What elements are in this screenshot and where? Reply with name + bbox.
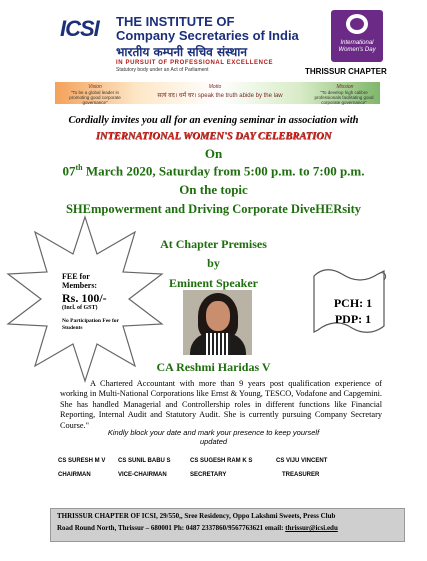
officer-name: CS SURESH M V <box>58 458 106 464</box>
venue: At Chapter Premises <box>160 237 267 251</box>
speaker-name: CA Reshmi Haridas V <box>156 360 271 374</box>
mission-heading: Mission <box>336 84 354 90</box>
date-day: 07 <box>62 163 76 179</box>
womens-day-logo-text: International Women's Day <box>338 40 376 53</box>
officer-name: CS VIJU VINCENT <box>276 458 328 464</box>
fee-label: FEE for Members: <box>62 272 98 290</box>
officer-role: TREASURER <box>282 472 320 478</box>
womens-day-symbol-icon <box>346 14 368 34</box>
officer-name: CS SUGESH RAM K S <box>190 458 253 464</box>
icsi-logo: ICSI <box>60 16 99 41</box>
footer-address-line1: THRISSUR CHAPTER OF ICSI, 29/550,, Sree Residency, Oppo Lakshmi Sweets, Press Club <box>57 512 336 520</box>
on-label: On <box>204 146 223 161</box>
speaker-photo-face <box>206 301 230 331</box>
event-date <box>0 163 427 179</box>
motto-heading: Motto <box>208 84 222 90</box>
rsvp-note <box>0 428 427 446</box>
officer-role: SECRETARY <box>190 472 227 478</box>
org-name-hindi: भारतीय कम्पनी सचिव संस्थान <box>116 45 248 59</box>
officer-name: CS SUNIL BABU S <box>118 458 171 464</box>
vision-heading: Vision <box>88 84 102 90</box>
event-title: INTERNATIONAL WOMEN'S DAY CELEBRATION <box>95 131 332 142</box>
date-suffix: th <box>75 163 83 172</box>
motto-text: सत्यं वद। धर्मं चर। speak the truth abide by the law <box>157 93 283 99</box>
student-fee-note: No Participation Fee for Students <box>62 318 119 331</box>
rsvp-note-text: Kindly block your date and mark your presence to keep yourself updated <box>107 428 320 446</box>
officer-role: VICE-CHAIRMAN <box>118 472 167 478</box>
invitation-line: Cordially invites you all for an evening seminar in association with <box>68 115 359 126</box>
fee-amount: Rs. 100/- <box>62 291 107 305</box>
org-statutory-note: Statutory body under an Act of Parliament <box>116 67 209 73</box>
topic-title: SHEmpowerment and Driving Corporate DiveHERsity <box>65 202 362 216</box>
footer-email-link[interactable]: thrissur@icsi.edu <box>285 524 338 532</box>
chapter-name: THRISSUR CHAPTER <box>305 67 387 76</box>
mission-text: "To develop high calibre professionals facilitating good corporate governance" <box>314 90 374 105</box>
pdp-credit: PDP: 1 <box>334 312 372 326</box>
officer-role: CHAIRMAN <box>58 472 91 478</box>
by-label: by <box>207 256 220 270</box>
fee-gst-note: (Incl. of GST) <box>62 305 98 311</box>
speaker-photo-collar <box>206 333 230 355</box>
org-name-line1: THE INSTITUTE OF <box>116 14 235 29</box>
org-tagline: IN PURSUIT OF PROFESSIONAL EXCELLENCE <box>116 60 274 66</box>
vision-text: "To be a global leader in promoting good corporate governance" <box>69 90 121 105</box>
topic-intro: On the topic <box>179 182 248 197</box>
footer-contact-text: Road Round North, Thrissur – 680001 Ph: 0487 2337860/9567763621 email: <box>57 524 286 532</box>
speaker-title: Eminent Speaker <box>168 276 258 290</box>
pch-credit: PCH: 1 <box>333 296 373 310</box>
date-rest: March 2020, Saturday from 5:00 p.m. to 7:00 p.m. <box>82 163 365 179</box>
speaker-bio: A Chartered Accountant with more than 9 years post qualification experience of working in Multi-National Corporations like Ernst & Young, TESCO, Vodafone and Capgemini. She has handled Managerial and Controllership roles in different functions like Financial Reporting, Internal Audit and Statutory Audit. She is currently pursuing Company Secretary Course." <box>60 379 382 430</box>
footer-address-line2 <box>57 524 338 532</box>
org-name-line2: Company Secretaries of India <box>116 28 299 43</box>
